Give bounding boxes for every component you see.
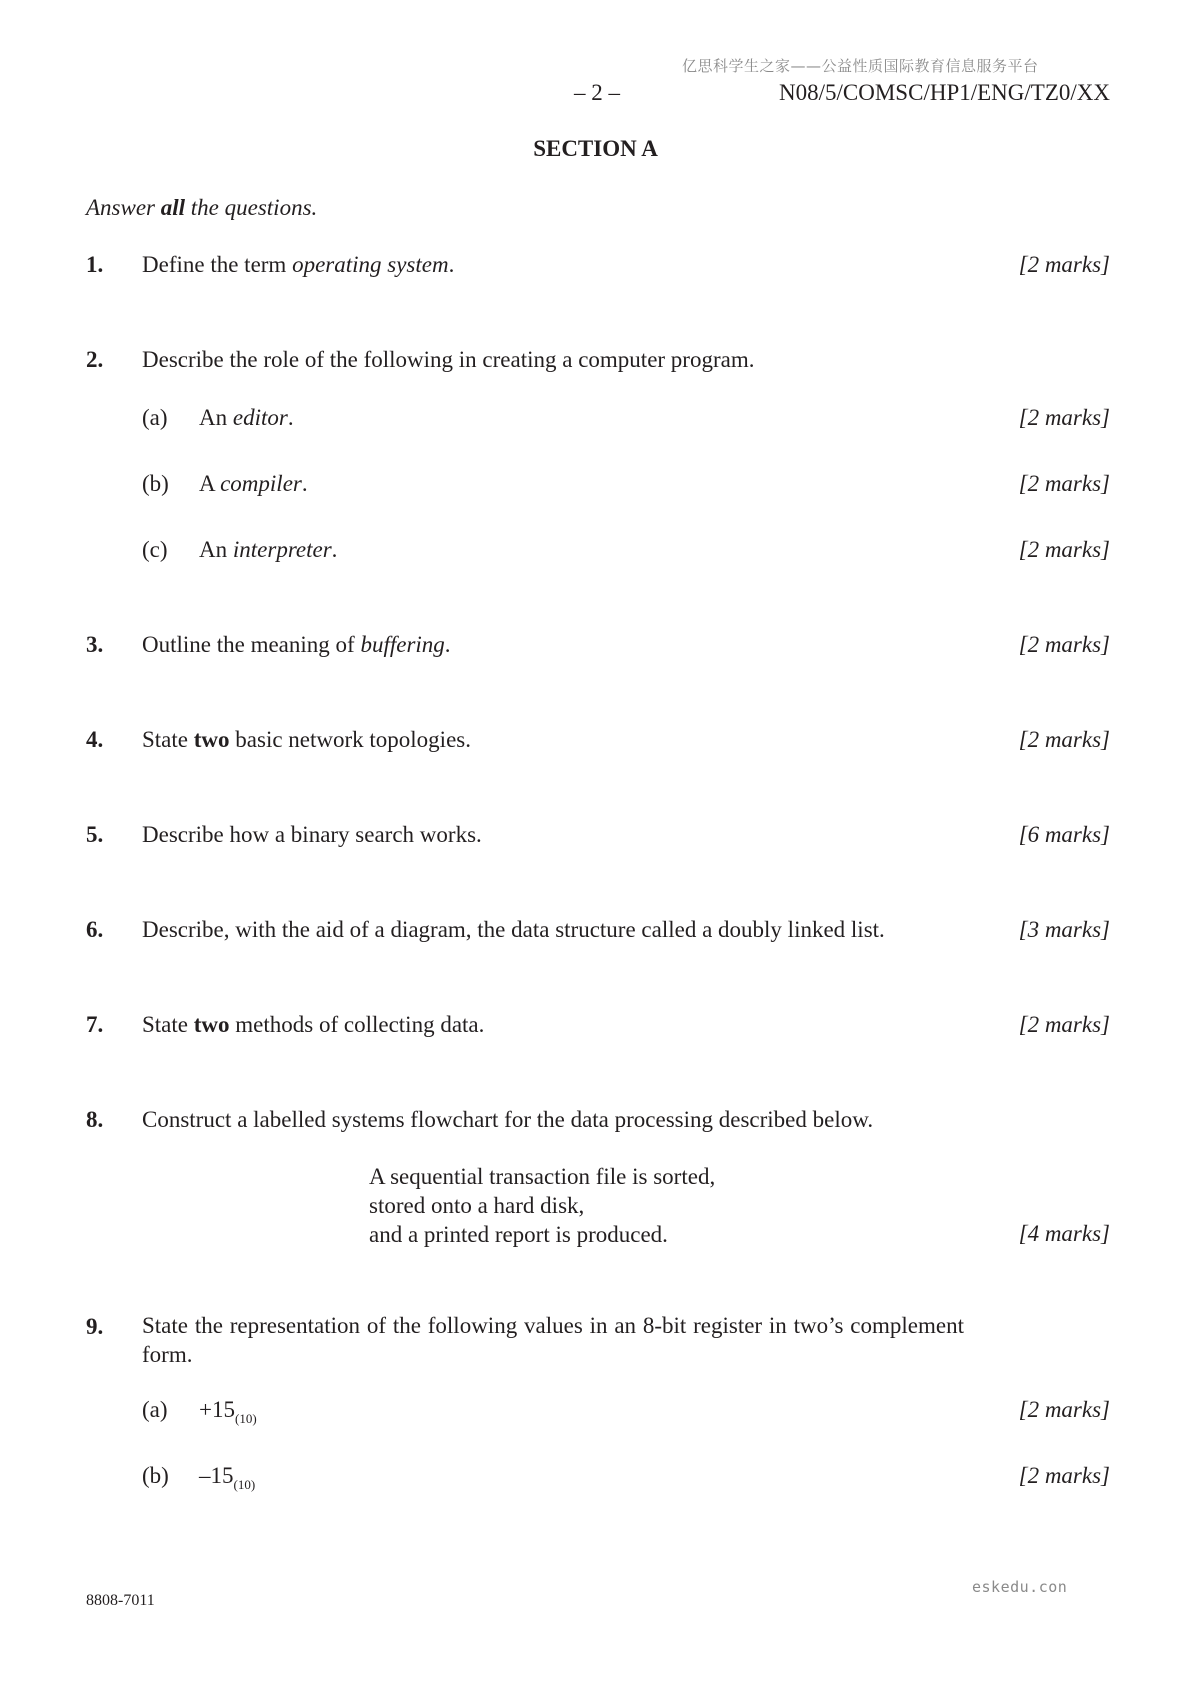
question-3-marks: [2 marks] xyxy=(1018,632,1110,657)
question-5-marks: [6 marks] xyxy=(1018,822,1110,847)
question-9-number: 9. xyxy=(86,1314,104,1339)
question-9b-marks: [2 marks] xyxy=(1018,1463,1110,1488)
question-8-block-line-2: stored onto a hard disk, xyxy=(369,1193,585,1218)
question-2b-label: (b) xyxy=(142,471,169,496)
question-6-marks: [3 marks] xyxy=(1018,917,1110,942)
question-9a-marks: [2 marks] xyxy=(1018,1397,1110,1422)
question-6-text: Describe, with the aid of a diagram, the data structure called a doubly linked list. xyxy=(142,917,885,942)
question-7-text: State two methods of collecting data. xyxy=(142,1012,485,1037)
question-3-text: Outline the meaning of buffering. xyxy=(142,632,451,657)
question-9a-value: $+15_{(10)}$ xyxy=(199,1397,257,1426)
page-number: – 2 – xyxy=(574,80,620,105)
question-3-number: 3. xyxy=(86,632,104,657)
question-7-marks: [2 marks] xyxy=(1018,1012,1110,1037)
header-watermark: 亿思科学生之家——公益性质国际教育信息服务平台 xyxy=(682,57,1039,75)
question-2-text: Describe the role of the following in creating a computer program. xyxy=(142,347,755,372)
footer-code: 8808-7011 xyxy=(86,1592,155,1609)
question-1-text: Define the term operating system. xyxy=(142,252,455,277)
question-4-marks: [2 marks] xyxy=(1018,727,1110,752)
question-8-block-line-3: and a printed report is produced. xyxy=(369,1222,668,1247)
question-4-text: State two basic network topologies. xyxy=(142,727,471,752)
question-9-text: State the representation of the following values in an 8-bit register in two’s complement form. xyxy=(142,1313,964,1367)
question-7-number: 7. xyxy=(86,1012,104,1037)
question-2a-marks: [2 marks] xyxy=(1018,405,1110,430)
section-title: SECTION A xyxy=(533,136,658,161)
question-8-marks: [4 marks] xyxy=(1018,1221,1110,1246)
question-8-number: 8. xyxy=(86,1107,104,1132)
question-1-marks: [2 marks] xyxy=(1018,252,1110,277)
question-5-text: Describe how a binary search works. xyxy=(142,822,482,847)
question-8-block-line-1: A sequential transaction file is sorted, xyxy=(369,1164,716,1189)
question-2-number: 2. xyxy=(86,347,104,372)
footer-watermark: eskedu.con xyxy=(972,1578,1068,1596)
question-2c-marks: [2 marks] xyxy=(1018,537,1110,562)
question-2b-marks: [2 marks] xyxy=(1018,471,1110,496)
question-2c-label: (c) xyxy=(142,537,168,562)
question-8-text: Construct a labelled systems flowchart for the data processing described below. xyxy=(142,1107,874,1132)
question-1-number: 1. xyxy=(86,252,104,277)
question-9a-label: (a) xyxy=(142,1397,168,1422)
question-6-number: 6. xyxy=(86,917,104,942)
question-2a-label: (a) xyxy=(142,405,168,430)
question-4-number: 4. xyxy=(86,727,104,752)
question-2c-text: An interpreter. xyxy=(199,537,338,562)
paper-code: N08/5/COMSC/HP1/ENG/TZ0/XX xyxy=(779,80,1110,105)
question-9b-label: (b) xyxy=(142,1463,169,1488)
question-9b-value: $-15_{(10)}$ xyxy=(199,1463,256,1492)
question-2a-text: An editor. xyxy=(199,405,294,430)
question-5-number: 5. xyxy=(86,822,104,847)
question-2b-text: A compiler. xyxy=(199,471,308,496)
instruction: Answer all the questions. xyxy=(86,195,318,220)
